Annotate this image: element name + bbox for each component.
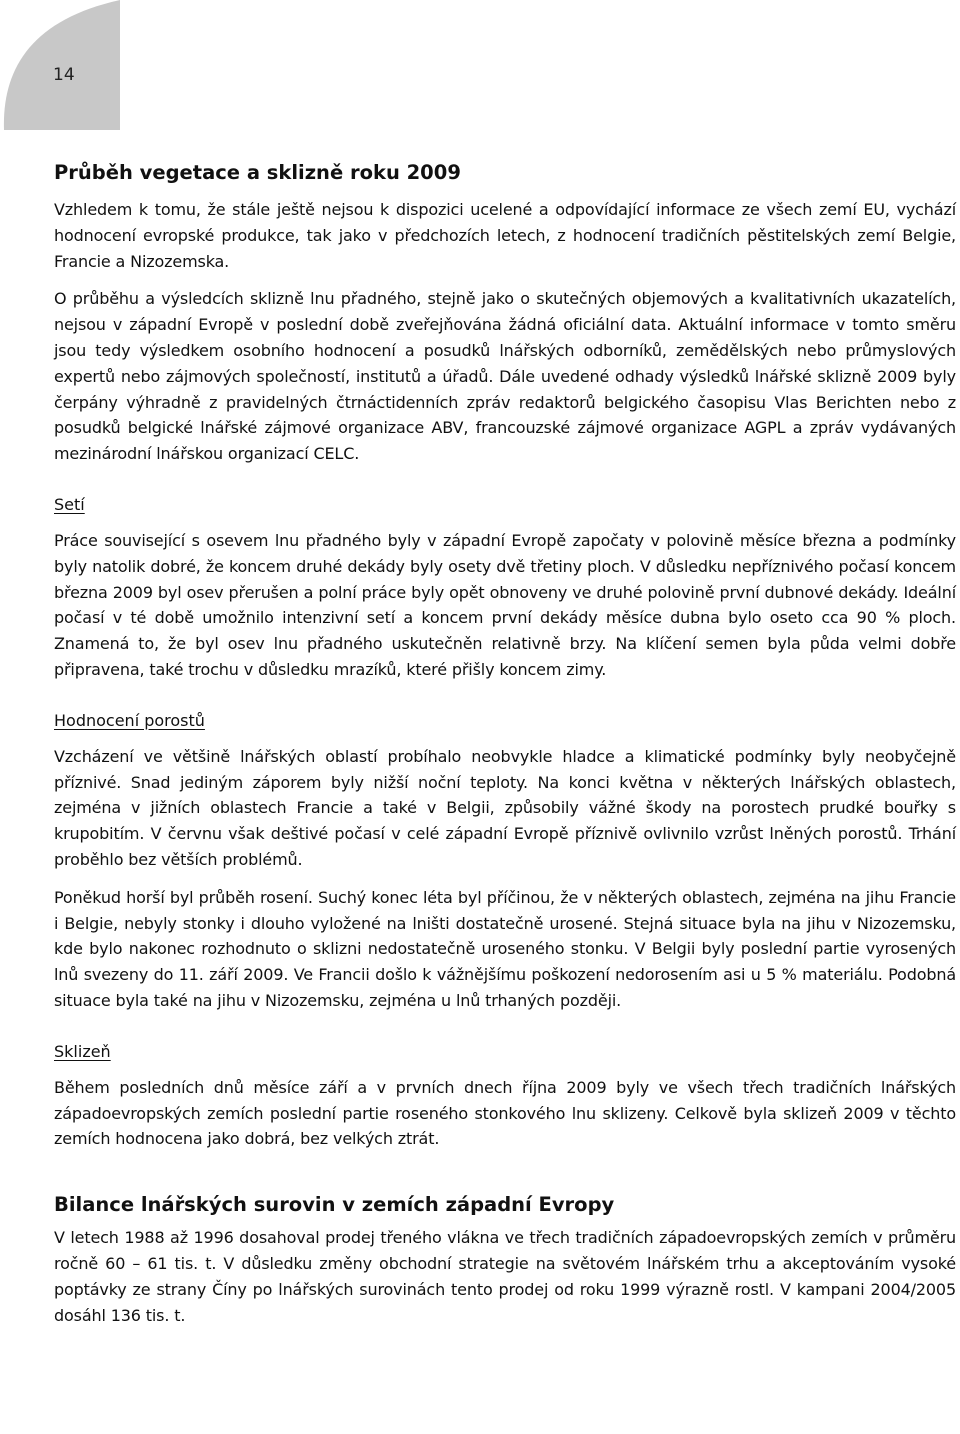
section-title-vegetace: Průběh vegetace a sklizně roku 2009: [54, 161, 461, 184]
page-content: [54, 160, 956, 1328]
section-title-bilance: Bilance lnářských surovin v zemích západní Evropy: [54, 1193, 615, 1217]
paragraph: O průběhu a výsledcích sklizně lnu přadného, stejně jako o skutečných objemových a kvalitativních ukazatelích, nejsou v západní Evropě v poslední době zveřejňována žádná oficiální data. Aktuální informace v tomto směru jsou tedy výsledkem osobního hodnocení a posudků lnářských odborníků, zemědělských nebo průmyslových expertů nebo zájmových společností, institutů a úřadů. Dále uvedené odhady výsledků lnářské sklizně 2009 byly čerpány výhradně z pravidelných čtrnáctidenních zpráv redaktorů belgického časopisu Vlas Berichten nebo z posudků belgické lnářské zájmové organizace ABV, francouzské zájmové organizace AGPL a zpráv vydávaných mezinárodní lnářskou organizací CELC.: [54, 289, 956, 464]
paragraph: V letech 1988 až 1996 dosahoval prodej třeného vlákna ve třech tradičních západoevropských zemích v průměru ročně 60 – 61 tis. t. V důsledku změny obchodní strategie na světovém lnářském trhu a akceptováním vysoké poptávky ze strany Číny po lnářských surovinách tento prodej od roku 1999 výrazně rostl. V kampani 2004/2005 dosáhl 136 tis. t.: [54, 1228, 956, 1325]
paragraph: Poněkud horší byl průběh rosení. Suchý konec léta byl příčinou, že v některých oblastech, zejména na jihu Francie i Belgie, nebyly stonky i dlouho vyložené na lništi dostatečně urosené. Stejná situace byla na jihu v Nizozemsku, kde bylo nakonec rozhodnuto o sklizni nedostatečně uroseného stonku. V Belgii byly poslední partie vyrosených lnů svezeny do 11. září 2009. Ve Francii došlo k vážnějšímu poškození nedorosením asi u 5 % materiálu. Podobná situace byla také na jihu v Nizozemsku, zejména u lnů trhaných později.: [54, 887, 956, 1010]
subheading-hodnoceni-porostu: Hodnocení porostů: [54, 710, 205, 730]
subheading-seti: Setí: [54, 494, 85, 514]
paragraph: Práce související s osevem lnu přadného byly v západní Evropě započaty v polovině měsíce března a podmínky byly natolik dobré, že koncem druhé dekády byly osety dvě třetiny ploch. V důsledku nepříznivého počasí koncem března 2009 byl osev přerušen a polní práce byly opět obnoveny ve druhé polovině první dubnové dekády. Ideální počasí v té době umožnilo intenzivní setí a koncem první dekády měsíce dubna bylo oseto cca 90 % ploch. Znamená to, že byl osev lnu přadného uskutečněn relativně brzy. Na klíčení semen byla půda velmi dobře připravena, také trochu v důsledku mrazíků, které přišly koncem zimy.: [54, 530, 956, 679]
page-number: 14: [53, 65, 75, 85]
subheading-sklizen: Sklizeň: [54, 1041, 111, 1061]
paragraph: Během posledních dnů měsíce září a v prvních dnech října 2009 byly ve všech třech tradičních lnářských západoevropských zemích poslední partie roseného stonkového lnu sklizeny. Celkově byla sklizeň 2009 v těchto zemích hodnocena jako dobrá, bez velkých ztrát.: [54, 1077, 956, 1149]
paragraph: Vzcházení ve většině lnářských oblastí probíhalo neobvykle hladce a klimatické podmínky byly neobyčejně příznivé. Snad jediným záporem byly nižší noční teploty. Na konci května v některých lnářských oblastech, zejména v jižních oblastech Francie a také v Belgii, způsobily vážné škody na porostech prudké bouřky s krupobitím. V červnu však deštivé počasí v celé západní Evropě příznivě ovlivnilo vzrůst lněných porostů. Trhání proběhlo bez větších problémů.: [54, 746, 956, 869]
paragraph: Vzhledem k tomu, že stále ještě nejsou k dispozici ucelené a odpovídající informace ze všech zemí EU, vychází hodnocení evropské produkce, tak jako v předchozích letech, z hodnocení tradičních pěstitelských zemí Belgie, Francie a Nizozemska.: [54, 200, 956, 271]
